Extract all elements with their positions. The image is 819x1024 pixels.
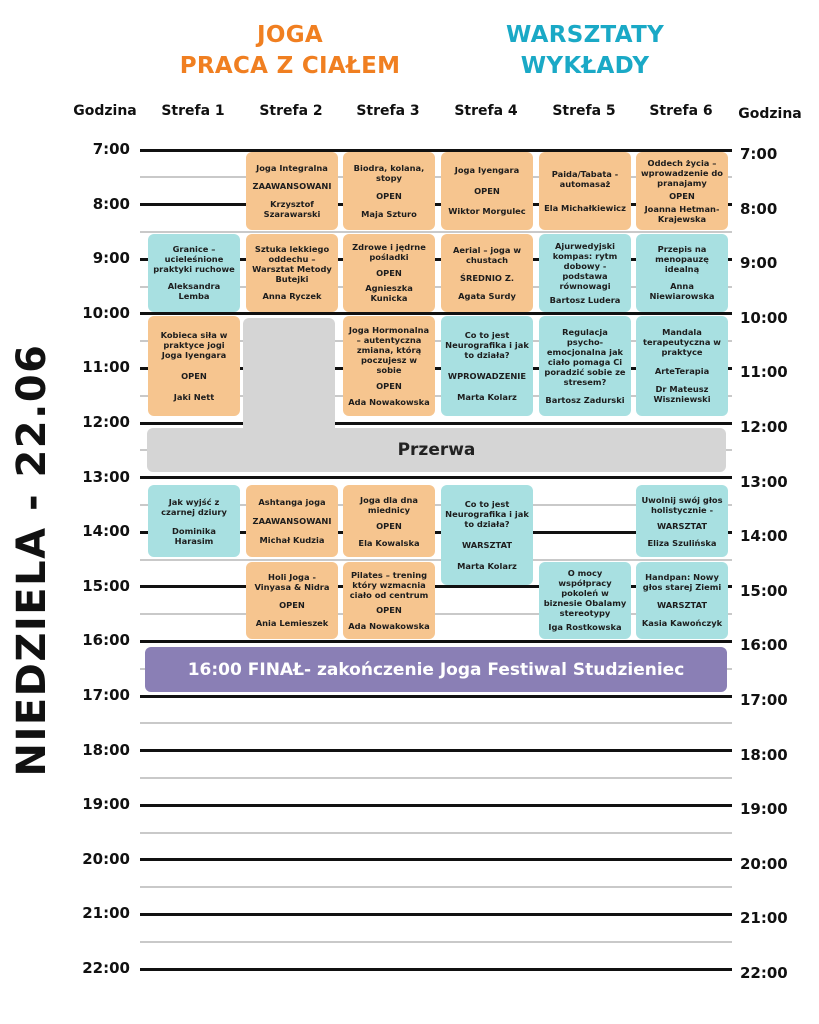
hour-line bbox=[140, 312, 732, 315]
event-title: Holi Joga - Vinyasa & Nidra bbox=[254, 572, 330, 593]
event-title: Kobieca siła w praktyce jogi Joga Iyengara bbox=[160, 329, 228, 360]
hour-label-right: 14:00 bbox=[740, 527, 788, 546]
hour-label-left: 13:00 bbox=[82, 467, 130, 486]
hour-label-right: 13:00 bbox=[740, 472, 788, 491]
column-header-strefa-4: Strefa 4 bbox=[454, 103, 518, 119]
hour-label-left: 15:00 bbox=[82, 576, 130, 595]
hour-label-left: 12:00 bbox=[82, 413, 130, 431]
event-card[interactable] bbox=[636, 316, 728, 416]
event-title: Pilates – trening który wzmacnia ciało od centrum bbox=[349, 569, 429, 600]
event-detail: Aleksandra Lemba bbox=[167, 281, 221, 302]
event-detail: Krzysztof Szarawarski bbox=[263, 198, 321, 219]
event-detail: Marta Kolarz bbox=[457, 560, 517, 571]
event-card[interactable] bbox=[636, 234, 728, 312]
legend-warsztaty bbox=[455, 20, 715, 82]
event-detail: Wiktor Morgulec bbox=[448, 206, 526, 217]
day-label-text: NIEDZIELA - 22.06 bbox=[9, 343, 55, 777]
hour-label-right: 21:00 bbox=[740, 909, 788, 928]
event-card[interactable] bbox=[246, 152, 338, 230]
event-card[interactable] bbox=[148, 234, 240, 312]
half-hour-line bbox=[140, 832, 732, 834]
half-hour-line bbox=[140, 886, 732, 888]
event-detail: WARSZTAT bbox=[461, 539, 513, 550]
hour-label-right: 8:00 bbox=[740, 199, 778, 218]
break-label: Przerwa bbox=[397, 440, 476, 460]
hour-line bbox=[140, 968, 732, 971]
event-detail: Agnieszka Kunicka bbox=[365, 283, 413, 304]
hour-label-left: 14:00 bbox=[82, 522, 130, 541]
event-title: Handpan: Nowy głos starej Ziemi bbox=[642, 572, 722, 593]
event-card[interactable] bbox=[539, 152, 631, 230]
half-hour-line bbox=[140, 231, 732, 233]
hour-line bbox=[140, 640, 732, 643]
legend-warsztaty-line2: WYKŁADY bbox=[520, 53, 650, 79]
event-title: Uwolnij swój głos holistycznie - bbox=[641, 494, 723, 515]
event-detail: Anna Niewiarowska bbox=[649, 281, 715, 302]
event-title: Sztuka lekkiego oddechu – Warsztat Metody Butejki bbox=[252, 244, 332, 285]
event-detail: OPEN bbox=[376, 267, 402, 278]
event-card[interactable] bbox=[539, 562, 631, 640]
event-detail: Ania Lemieszek bbox=[255, 618, 329, 629]
legend-joga bbox=[140, 20, 440, 82]
hour-line bbox=[140, 749, 732, 752]
event-detail: Michał Kudzia bbox=[259, 535, 325, 546]
column-header-godzina-right: Godzina bbox=[738, 106, 802, 122]
hour-label-left: 8:00 bbox=[92, 194, 130, 213]
event-detail: Ada Nowakowska bbox=[348, 620, 430, 631]
hour-label-right: 16:00 bbox=[740, 636, 788, 655]
hour-label-left: 21:00 bbox=[82, 904, 130, 923]
event-title: Jak wyjść z czarnej dziury bbox=[161, 496, 227, 517]
hour-line bbox=[140, 476, 732, 479]
hour-label-left: 20:00 bbox=[82, 849, 130, 868]
hour-line bbox=[140, 804, 732, 807]
event-detail: Ela Kowalska bbox=[358, 537, 420, 548]
event-detail: Agata Surdy bbox=[458, 290, 516, 301]
event-title: Zdrowe i jędrne pośladki bbox=[352, 242, 426, 263]
final-bar bbox=[145, 647, 727, 692]
break-extension bbox=[243, 318, 335, 430]
event-title: Paida/Tabata - automasaż bbox=[551, 168, 619, 189]
event-card[interactable] bbox=[246, 485, 338, 557]
event-detail: OPEN bbox=[669, 190, 695, 201]
legend-warsztaty-line1: WARSZTATY bbox=[505, 22, 665, 48]
hour-label-right: 19:00 bbox=[740, 800, 788, 819]
event-detail: OPEN bbox=[474, 185, 500, 196]
event-card[interactable] bbox=[539, 234, 631, 312]
hour-line bbox=[140, 858, 732, 861]
event-detail: WARSZTAT bbox=[656, 521, 708, 532]
event-card[interactable] bbox=[246, 234, 338, 312]
event-title: Mandala terapeutyczna w praktyce bbox=[643, 327, 721, 358]
event-detail: Jaki Nett bbox=[173, 391, 215, 402]
event-card[interactable] bbox=[246, 562, 338, 640]
hour-label-right: 18:00 bbox=[740, 745, 788, 764]
event-title: Ashtanga joga bbox=[258, 497, 326, 508]
event-detail: Anna Ryczek bbox=[262, 291, 322, 302]
event-title: Granice – ucieleśnione praktyki ruchowe bbox=[153, 244, 235, 275]
event-detail: WPROWADZENIE bbox=[447, 370, 527, 381]
column-header-strefa-5: Strefa 5 bbox=[552, 103, 616, 119]
event-title: Aerial – joga w chustach bbox=[453, 244, 521, 265]
event-card[interactable] bbox=[539, 316, 631, 416]
event-card[interactable] bbox=[441, 234, 533, 312]
hour-label-left: 17:00 bbox=[82, 686, 130, 704]
event-card[interactable] bbox=[636, 152, 728, 230]
event-detail: OPEN bbox=[376, 190, 402, 201]
event-title: Ajurwedyjski kompas: rytm dobowy - podstawa równowagi bbox=[552, 240, 618, 291]
event-card[interactable] bbox=[343, 316, 435, 416]
event-title: Regulacja psycho-emocjonalna jak ciało pomaga Ci poradzić sobie ze stresem? bbox=[544, 326, 626, 387]
event-detail: ZAAWANSOWANI bbox=[252, 180, 332, 191]
event-detail: Ada Nowakowska bbox=[348, 396, 430, 407]
event-detail: OPEN bbox=[376, 605, 402, 616]
hour-line bbox=[140, 695, 732, 698]
hour-label-left: 19:00 bbox=[82, 795, 130, 814]
event-card[interactable] bbox=[636, 562, 728, 640]
legend-joga-line1: JOGA bbox=[257, 22, 323, 48]
hour-label-left: 10:00 bbox=[82, 303, 130, 322]
event-detail: OPEN bbox=[279, 600, 305, 611]
half-hour-line bbox=[140, 777, 732, 779]
event-title: Co to jest Neurografika i jak to działa? bbox=[445, 329, 529, 360]
column-header-strefa-6: Strefa 6 bbox=[649, 103, 713, 119]
event-card[interactable] bbox=[441, 152, 533, 230]
event-detail: OPEN bbox=[181, 370, 207, 381]
event-detail: Bartosz Zadurski bbox=[545, 394, 625, 405]
column-header-godzina-left: Godzina bbox=[73, 103, 137, 119]
event-detail: Kasia Kawończyk bbox=[641, 618, 723, 629]
hour-label-right: 9:00 bbox=[740, 254, 778, 273]
event-card[interactable] bbox=[343, 485, 435, 557]
hour-label-left: 7:00 bbox=[92, 140, 130, 158]
event-title: Co to jest Neurografika i jak to działa? bbox=[445, 498, 529, 529]
event-title: O mocy współpracy pokoleń w biznesie Obalamy stereotypy bbox=[543, 568, 627, 619]
event-detail: Iga Rostkowska bbox=[548, 622, 622, 633]
hour-label-right: 22:00 bbox=[740, 964, 788, 982]
event-detail: Marta Kolarz bbox=[457, 391, 517, 402]
event-title: Biodra, kolana, stopy bbox=[353, 162, 425, 183]
event-detail: Ela Michałkiewicz bbox=[544, 202, 626, 213]
event-detail: Eliza Szulińska bbox=[647, 537, 717, 548]
event-title: Oddech życia – wprowadzenie do pranajamy bbox=[641, 157, 723, 188]
hour-label-right: 10:00 bbox=[740, 308, 788, 327]
event-card[interactable] bbox=[343, 234, 435, 312]
column-header-strefa-2: Strefa 2 bbox=[259, 103, 323, 119]
event-detail: ArteTerapia bbox=[654, 365, 710, 376]
event-card[interactable] bbox=[441, 316, 533, 416]
event-detail: WARSZTAT bbox=[656, 600, 708, 611]
hour-label-left: 18:00 bbox=[82, 740, 130, 759]
hour-label-left: 22:00 bbox=[82, 959, 130, 977]
hour-label-left: 16:00 bbox=[82, 631, 130, 650]
event-title: Przepis na menopauzę idealną bbox=[655, 244, 709, 275]
half-hour-line bbox=[140, 722, 732, 724]
half-hour-line bbox=[140, 559, 732, 561]
event-detail: Maja Szturo bbox=[361, 208, 417, 219]
column-header-strefa-1: Strefa 1 bbox=[161, 103, 225, 119]
event-detail: ZAAWANSOWANI bbox=[252, 516, 332, 527]
event-detail: Bartosz Ludera bbox=[549, 294, 621, 305]
event-title: Joga dla dna miednicy bbox=[360, 494, 418, 515]
hour-label-right: 17:00 bbox=[740, 691, 788, 709]
hour-line bbox=[140, 422, 732, 425]
event-detail: ŚREDNIO Z. bbox=[459, 272, 515, 283]
hour-label-left: 9:00 bbox=[92, 249, 130, 268]
hour-label-left: 11:00 bbox=[82, 358, 130, 377]
event-title: Joga Iyengara bbox=[454, 165, 520, 176]
column-header-strefa-3: Strefa 3 bbox=[356, 103, 420, 119]
event-detail: Dr Mateusz Wiszniewski bbox=[653, 384, 711, 405]
event-card[interactable] bbox=[343, 152, 435, 230]
event-card[interactable] bbox=[441, 485, 533, 585]
event-card[interactable] bbox=[148, 316, 240, 416]
event-card[interactable] bbox=[636, 485, 728, 557]
event-detail: Joanna Hetman-Krajewska bbox=[644, 203, 720, 224]
event-detail: Dominika Harasim bbox=[172, 525, 216, 546]
event-detail: OPEN bbox=[376, 521, 402, 532]
hour-line bbox=[140, 913, 732, 916]
hour-label-right: 7:00 bbox=[740, 145, 778, 163]
half-hour-line bbox=[140, 941, 732, 943]
event-title: Joga Hormonalna – autentyczna zmiana, którą poczujesz w sobie bbox=[348, 324, 430, 375]
event-card[interactable] bbox=[343, 562, 435, 640]
hour-label-right: 12:00 bbox=[740, 418, 788, 436]
legend-joga-line2: PRACA Z CIAŁEM bbox=[179, 53, 401, 79]
event-detail: OPEN bbox=[376, 380, 402, 391]
event-title: Joga Integralna bbox=[256, 162, 328, 173]
event-card[interactable] bbox=[148, 485, 240, 557]
hour-label-right: 15:00 bbox=[740, 581, 788, 600]
hour-label-right: 11:00 bbox=[740, 363, 788, 382]
hour-label-right: 20:00 bbox=[740, 854, 788, 873]
break-bar bbox=[147, 428, 726, 472]
final-label: 16:00 FINAŁ- zakończenie Joga Festiwal Studzieniec bbox=[187, 659, 685, 680]
